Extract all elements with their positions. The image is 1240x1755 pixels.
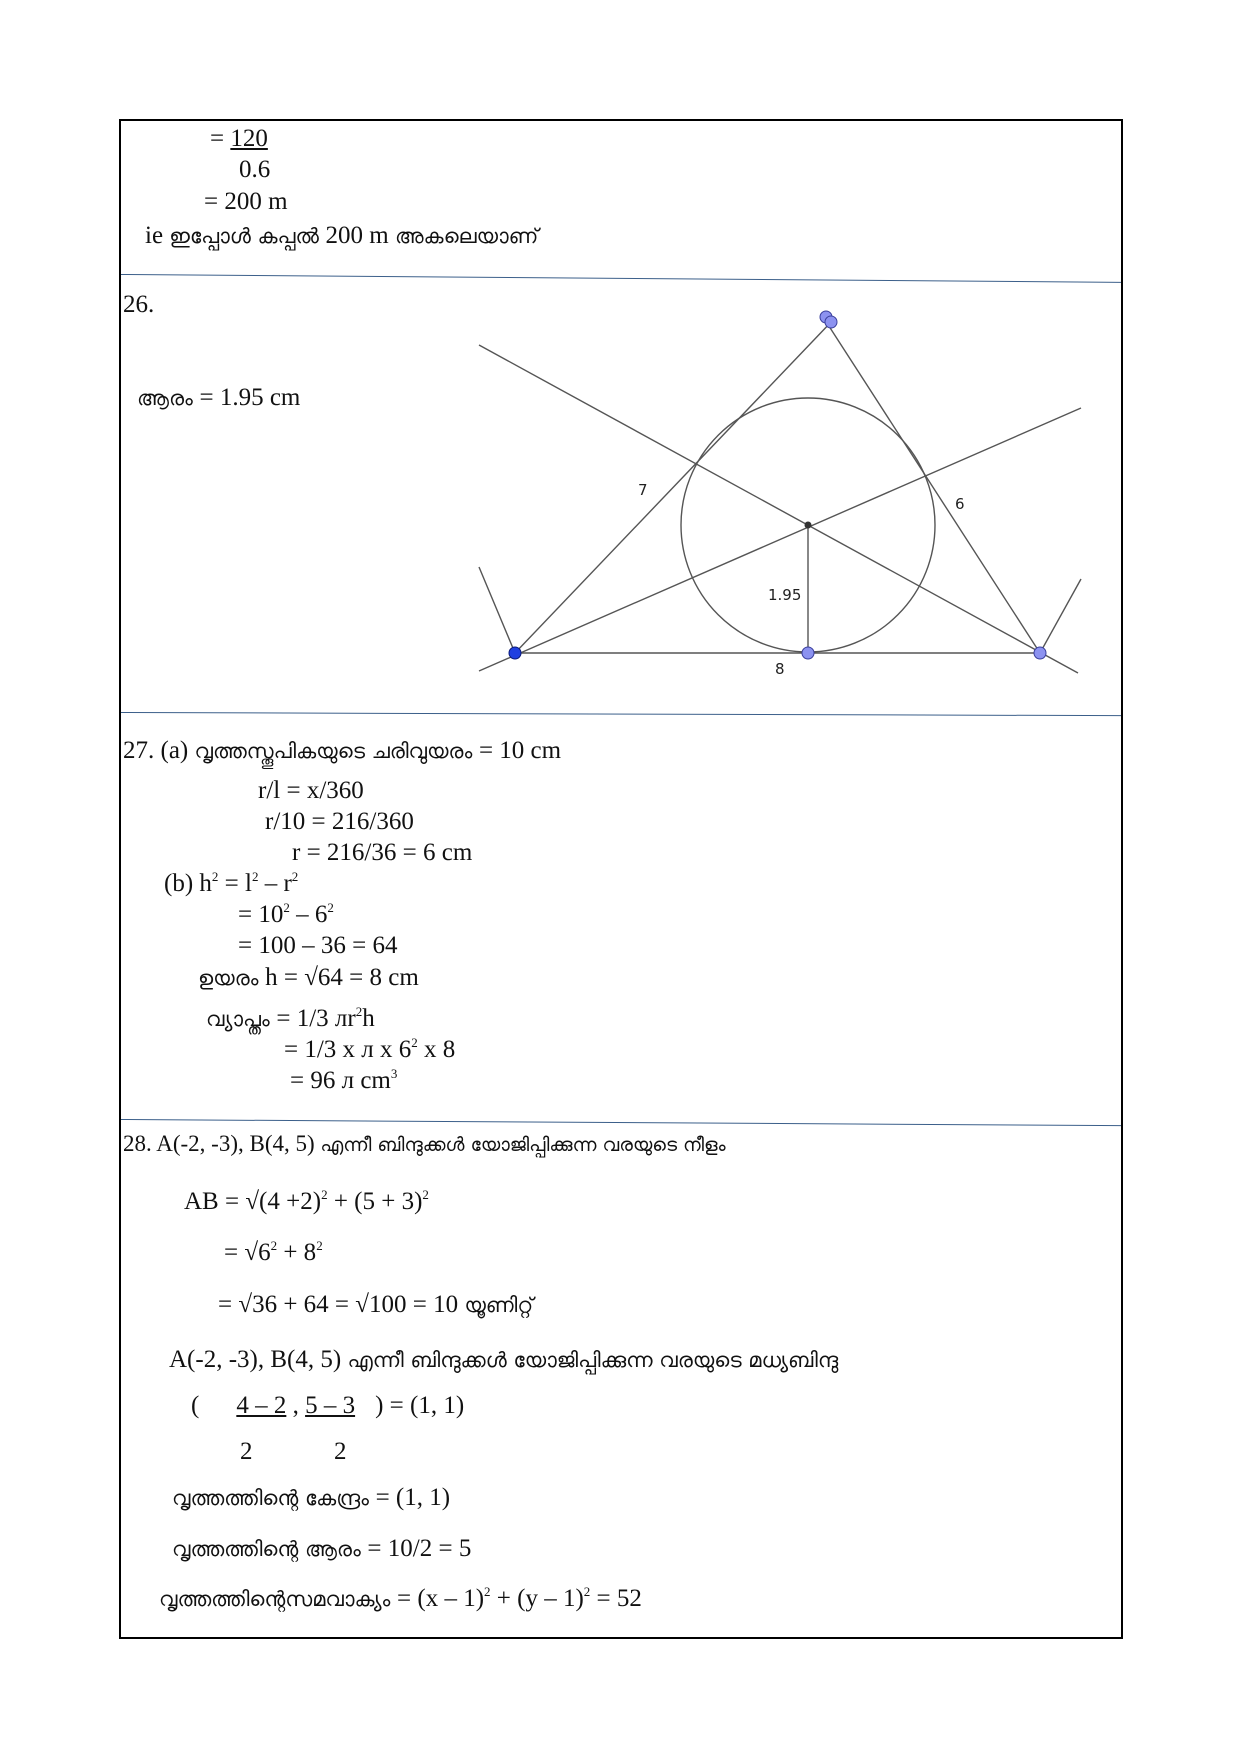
label-side-right: 6 (955, 495, 965, 513)
s26-radius: ആരം = 1.95 cm (137, 384, 301, 411)
angle-bisector-b (479, 408, 1081, 671)
label-inradius: 1.95 (768, 586, 802, 604)
angle-bisector-c (479, 345, 1078, 673)
s27-line-10: = 1/3 x л x $6^2$ x 8 (284, 1035, 456, 1063)
tangent-point (802, 647, 814, 659)
vertex-c-point (1034, 647, 1046, 659)
s27-height: ഉയരം h = √64 = 8 cm (198, 964, 419, 991)
question-number-26: 26. (123, 291, 155, 318)
s28-radius: വൃത്തത്തിന്റെ ആരം = 10/2 = 5 (172, 1535, 472, 1562)
fraction-numerator: 120 (230, 125, 268, 152)
midpoint-denominator-1: 2 (240, 1438, 253, 1465)
label-side-base: 8 (775, 660, 785, 678)
s27-line-4: r = 216/36 = 6 cm (292, 839, 473, 866)
s27-line-2: r/l = x/360 (258, 777, 364, 804)
s28-line-4: = √36 + 64 = √100 = 10 യൂണിറ്റ് (218, 1291, 534, 1318)
s25-conclusion: ie ഇപ്പോൾ കപ്പൽ 200 m അകലെയാണ് (145, 222, 539, 249)
s28-line-1: 28. A(-2, -3), B(4, 5) എന്നീ ബിന്ദുക്കൾ യോജിപ്പിക്കുന്ന വരയുടെ നീളം (123, 1131, 726, 1156)
extension-right (1040, 579, 1081, 653)
s27-line-6: = $10^2 - 6^2$ (238, 900, 334, 928)
s28-midpoint: ( 4 – 2 , 5 – 3 ) = (1, 1) (191, 1392, 465, 1419)
s28-line-3: = $√6^2 + 8^2$ (224, 1238, 323, 1266)
s27-volume: വ്യാപ്തം = 1/3 $лr^2h$ (206, 1004, 375, 1032)
s25-result: = 200 m (204, 188, 288, 215)
incenter-point (805, 522, 812, 529)
midpoint-denominator-2: 2 (334, 1438, 347, 1465)
vertex-b-point (509, 647, 521, 659)
vertex-a-point-2 (825, 316, 837, 328)
fraction-denominator: 0.6 (239, 156, 271, 183)
s27-line-1: 27. (a) വൃത്തസ്തൂപികയുടെ ചരിവുയരം = 10 cm (123, 737, 562, 764)
s28-line-5: A(-2, -3), B(4, 5) എന്നീ ബിന്ദുക്കൾ യോജിപ്പിക്കുന്ന വരയുടെ മധ്യബിന്ദു (169, 1346, 839, 1373)
label-side-left: 7 (638, 481, 648, 499)
equals: = (210, 125, 231, 152)
s28-equation: വൃത്തത്തിന്റെസമവാക്യം = (x – 1)$^2$ + (y – 1)$^2$ = 52 (159, 1584, 642, 1612)
s25-line-1 (210, 124, 268, 154)
s27-line-7: = 100 – 36 = 64 (238, 932, 398, 959)
s27-line-3: r/10 = 216/360 (265, 808, 414, 835)
incircle-triangle-figure (476, 305, 1096, 685)
s28-distance: AB = $√(4 +2)^2 + (5 + 3)^2$ (184, 1187, 429, 1215)
s28-center: വൃത്തത്തിന്റെ കേന്ദ്രം = (1, 1) (172, 1484, 451, 1511)
s27-line-5: (b) $h^2 = l^2 - r^2$ (164, 869, 299, 897)
extension-left (479, 567, 515, 653)
triangle-side-right (825, 320, 1040, 653)
s27-line-11: = 96 л $cm^3$ (290, 1066, 398, 1094)
